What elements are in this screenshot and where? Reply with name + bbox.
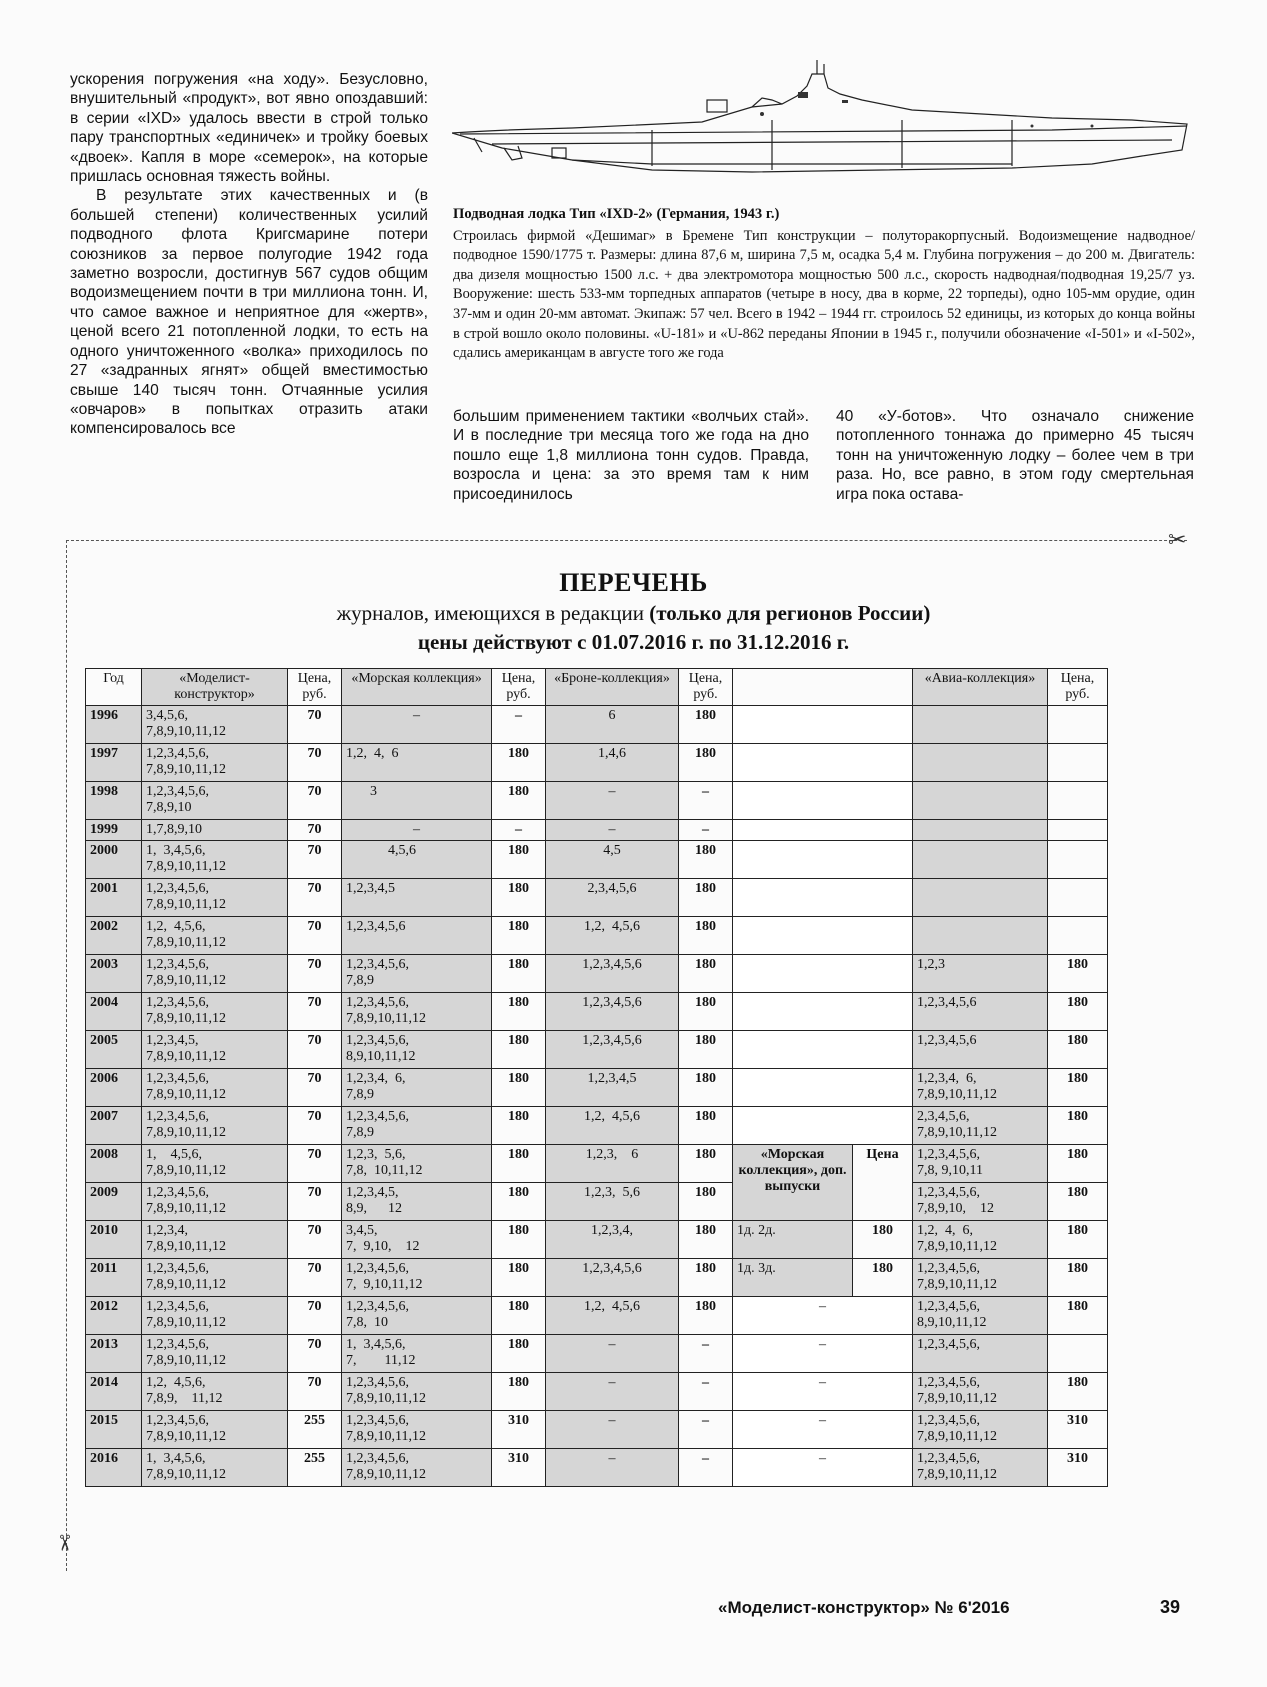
cell-mk-price: 70	[288, 1335, 342, 1373]
cell-bron-price: 180	[679, 917, 733, 955]
cell-bron-issues: 6	[546, 706, 679, 744]
cell-mk-price: 70	[288, 841, 342, 879]
cell-mk-issues: 1,7,8,9,10	[142, 820, 288, 841]
submarine-illustration	[452, 60, 1192, 190]
cell-avia-issues: 1,2,3,4,5,6, 7,8,9,10,11,12	[913, 1449, 1048, 1487]
cell-bron-price: 180	[679, 744, 733, 782]
cell-year: 2007	[86, 1107, 142, 1145]
table-header-row	[86, 669, 1108, 706]
cell-mk-issues: 1,2,3,4,5,6, 7,8,9,10	[142, 782, 288, 820]
cell-empty	[733, 993, 913, 1031]
table-row	[86, 782, 1108, 820]
cell-empty	[733, 820, 913, 841]
table-row	[86, 1145, 1108, 1183]
cell-bron-price: –	[679, 820, 733, 841]
table-row	[86, 1221, 1108, 1259]
cell-mor-issues: 1,2,3,4, 6, 7,8,9	[342, 1069, 492, 1107]
cell-bron-issues: –	[546, 782, 679, 820]
list-title: ПЕРЕЧЕНЬ	[559, 568, 708, 597]
cell-mor-price: 180	[492, 1183, 546, 1221]
cell-mk-issues: 1,2,3,4,5, 7,8,9,10,11,12	[142, 1031, 288, 1069]
price-table	[85, 668, 1108, 1487]
table-row	[86, 955, 1108, 993]
cell-avia-price: 180	[1048, 955, 1108, 993]
cell-avia-issues: 1,2,3,4,5,6	[913, 1031, 1048, 1069]
header-year: Год	[86, 669, 142, 706]
cell-dop-issues: 1д. 3д.	[733, 1259, 853, 1297]
cell-avia-issues: 1,2,3,4,5,6	[913, 993, 1048, 1031]
cell-empty	[733, 841, 913, 879]
cell-empty	[733, 744, 913, 782]
cell-avia-issues: 1,2,3,4,5,6, 7,8,9,10,11,12	[913, 1373, 1048, 1411]
cell-empty	[733, 879, 913, 917]
cell-bron-issues: 1,2,3,4,5,6	[546, 1259, 679, 1297]
table-row	[86, 1107, 1108, 1145]
header-mor: «Морская коллекция»	[342, 669, 492, 706]
cell-bron-price: 180	[679, 1069, 733, 1107]
cell-avia-issues: 1,2,3,4,5,6, 7,8,9,10, 12	[913, 1183, 1048, 1221]
cell-bron-price: 180	[679, 1145, 733, 1183]
cell-mk-price: 70	[288, 1373, 342, 1411]
table-row	[86, 1373, 1108, 1411]
cell-dop-empty: –	[733, 1373, 913, 1411]
table-row	[86, 993, 1108, 1031]
cell-mor-issues: –	[342, 820, 492, 841]
header-empty	[733, 669, 913, 706]
cell-year: 2010	[86, 1221, 142, 1259]
cell-mk-price: 70	[288, 993, 342, 1031]
table-row	[86, 744, 1108, 782]
cell-mor-issues: 1,2,3,4,5,6, 7,8,9,10,11,12	[342, 1449, 492, 1487]
cell-year: 2009	[86, 1183, 142, 1221]
cell-mk-issues: 1,2,3,4,5,6, 7,8,9,10,11,12	[142, 1069, 288, 1107]
cell-mor-price: 310	[492, 1411, 546, 1449]
cell-empty	[733, 1107, 913, 1145]
cell-bron-price: 180	[679, 1221, 733, 1259]
cell-empty	[733, 1069, 913, 1107]
cell-mor-price: –	[492, 820, 546, 841]
cell-avia-issues	[913, 706, 1048, 744]
header-price: Цена, руб.	[492, 669, 546, 706]
table-row	[86, 879, 1108, 917]
cell-mk-price: 70	[288, 782, 342, 820]
cell-avia-price: 180	[1048, 993, 1108, 1031]
caption-body: Строилась фирмой «Дешимаг» в Бремене Тип конструкции – полуторакорпусный. Водоизмещение надводное/подводное 1590/1775 т. Размеры: длина 87,6 м, ширина 7,5 м, осадка 5,4 м. Глубина погружения – до 200 м. Двигатель: два дизеля мощностью 1500 л.с. + два электромотора мощностью 500 л.с., скорость надводная/подводная 19,25/7 уз. Вооружение: шесть 533-мм торпедных аппаратов (четыре в носу, два в корме, 22 торпеды), одно 105-мм орудие, один 37-мм и один 20-мм автомат. Экипаж: 57 чел. Всего в 1942 – 1944 гг. строилось 52 единицы, из которых до конца войны в строй вошло около половины. «U-181» и «U-862 переданы Японии в 1945 г., получили обозначение «I-501» и «I-502», сдались американцам в августе того же года	[453, 227, 1195, 362]
table-row	[86, 1069, 1108, 1107]
article-right-column	[836, 407, 1194, 504]
cell-avia-issues	[913, 782, 1048, 820]
cell-mk-price: 70	[288, 820, 342, 841]
cell-mor-price: 180	[492, 1335, 546, 1373]
price-validity: цены действуют с 01.07.2016 г. по 31.12.2016 г.	[417, 630, 850, 654]
cell-mor-price: 180	[492, 744, 546, 782]
cell-bron-issues: –	[546, 1373, 679, 1411]
scissors-icon: ✂	[1168, 527, 1187, 552]
cell-avia-price: 180	[1048, 1031, 1108, 1069]
cell-bron-issues: 1,2, 4,5,6	[546, 1107, 679, 1145]
cell-bron-price: 180	[679, 1031, 733, 1069]
cell-bron-price: 180	[679, 706, 733, 744]
cell-mor-issues: 1,2,3,4,5,6, 7,8,9	[342, 1107, 492, 1145]
cell-avia-issues: 1,2,3	[913, 955, 1048, 993]
cell-bron-issues: 1,2,3,4,5,6	[546, 955, 679, 993]
cell-year: 2006	[86, 1069, 142, 1107]
cell-mor-price: 180	[492, 1069, 546, 1107]
article-paragraph: ускорения погружения «на ходу». Безусловно, внушительный «продукт», вот явно опоздавший: в серии «IXD» удалось ввести в строй только пару транспортных «единичек» и тройку боевых «двоек». Капля в море «семерок», на которые пришлась основная тяжесть войны.	[70, 71, 428, 186]
cell-mor-price: 180	[492, 782, 546, 820]
cell-mk-issues: 1,2,3,4,5,6, 7,8,9,10,11,12	[142, 1297, 288, 1335]
cell-mk-price: 70	[288, 1145, 342, 1183]
cell-bron-price: 180	[679, 1107, 733, 1145]
cell-bron-issues: 1,2, 4,5,6	[546, 917, 679, 955]
cell-mor-price: 180	[492, 841, 546, 879]
cell-avia-issues: 1,2,3,4,5,6, 7,8,9,10,11,12	[913, 1411, 1048, 1449]
dop-header: «Морская коллекция», доп. выпуски	[733, 1145, 853, 1221]
cell-avia-price: 180	[1048, 1069, 1108, 1107]
cell-bron-issues: 4,5	[546, 841, 679, 879]
cell-avia-price: 310	[1048, 1449, 1108, 1487]
cell-bron-issues: –	[546, 820, 679, 841]
table-row	[86, 1449, 1108, 1487]
cell-mor-price: 180	[492, 955, 546, 993]
table-row	[86, 706, 1108, 744]
cell-bron-price: 180	[679, 1259, 733, 1297]
cell-mk-issues: 1, 3,4,5,6, 7,8,9,10,11,12	[142, 841, 288, 879]
cell-avia-issues	[913, 744, 1048, 782]
cell-mk-price: 70	[288, 744, 342, 782]
cell-avia-issues: 1,2,3,4, 6, 7,8,9,10,11,12	[913, 1069, 1048, 1107]
cell-mk-price: 70	[288, 1107, 342, 1145]
cell-mor-issues: 3	[342, 782, 492, 820]
cell-mk-issues: 1,2,3,4,5,6, 7,8,9,10,11,12	[142, 879, 288, 917]
cell-mor-price: 180	[492, 993, 546, 1031]
cell-year: 2014	[86, 1373, 142, 1411]
list-subtitle-plain: журналов, имеющихся в редакции	[336, 601, 650, 625]
cell-year: 2015	[86, 1411, 142, 1449]
cell-mk-issues: 1, 3,4,5,6, 7,8,9,10,11,12	[142, 1449, 288, 1487]
header-bron: «Броне-коллекция»	[546, 669, 679, 706]
cell-mor-price: 180	[492, 917, 546, 955]
cell-avia-price: 180	[1048, 1145, 1108, 1183]
table-row	[86, 1297, 1108, 1335]
cell-avia-issues: 1,2,3,4,5,6, 7,8, 9,10,11	[913, 1145, 1048, 1183]
cell-empty	[733, 782, 913, 820]
cell-year: 2011	[86, 1259, 142, 1297]
cell-mor-price: 180	[492, 1297, 546, 1335]
cell-mor-issues: 1,2,3,4,5	[342, 879, 492, 917]
cell-mor-issues: 1,2,3,4,5,6	[342, 917, 492, 955]
cell-year: 2001	[86, 879, 142, 917]
cell-dop-issues: 1д. 2д.	[733, 1221, 853, 1259]
table-row	[86, 1031, 1108, 1069]
cell-mk-issues: 1,2,3,4,5,6, 7,8,9,10,11,12	[142, 744, 288, 782]
cell-year: 2005	[86, 1031, 142, 1069]
cell-mk-issues: 1,2,3,4,5,6, 7,8,9,10,11,12	[142, 993, 288, 1031]
table-body	[86, 706, 1108, 1487]
cell-mor-issues: 1,2,3,4,5,6, 7,8,9,10,11,12	[342, 1373, 492, 1411]
cell-empty	[733, 706, 913, 744]
cell-bron-price: 180	[679, 1183, 733, 1221]
cell-year: 2013	[86, 1335, 142, 1373]
cell-bron-price: 180	[679, 993, 733, 1031]
cell-mk-price: 70	[288, 1221, 342, 1259]
article-middle-column	[453, 407, 809, 504]
cell-year: 2016	[86, 1449, 142, 1487]
cell-mk-issues: 3,4,5,6, 7,8,9,10,11,12	[142, 706, 288, 744]
cell-bron-issues: 1,2, 4,5,6	[546, 1297, 679, 1335]
cell-mor-issues: 1,2, 4, 6	[342, 744, 492, 782]
cell-mor-issues: 1,2,3,4,5,6, 7,8,9	[342, 955, 492, 993]
list-subtitle-bold: (только для регионов России)	[649, 601, 931, 625]
header-price: Цена, руб.	[1048, 669, 1108, 706]
cell-avia-price: 180	[1048, 1297, 1108, 1335]
table-row	[86, 841, 1108, 879]
cell-bron-issues: 1,4,6	[546, 744, 679, 782]
cell-bron-issues: 1,2,3, 6	[546, 1145, 679, 1183]
cell-mor-issues: 1,2,3,4,5,6, 7, 9,10,11,12	[342, 1259, 492, 1297]
cell-mk-issues: 1,2,3,4,5,6, 7,8,9,10,11,12	[142, 955, 288, 993]
cell-avia-issues: 1,2,3,4,5,6, 8,9,10,11,12	[913, 1297, 1048, 1335]
cell-bron-price: –	[679, 1449, 733, 1487]
cell-avia-price	[1048, 706, 1108, 744]
cell-avia-price: 180	[1048, 1373, 1108, 1411]
cell-mk-price: 70	[288, 917, 342, 955]
cell-bron-issues: 1,2,3,4,5	[546, 1069, 679, 1107]
cell-year: 1999	[86, 820, 142, 841]
cell-mor-issues: 1,2,3,4,5,6, 7,8,9,10,11,12	[342, 1411, 492, 1449]
cell-year: 2004	[86, 993, 142, 1031]
cell-bron-issues: 1,2,3, 5,6	[546, 1183, 679, 1221]
cell-mor-issues: 1, 3,4,5,6, 7, 11,12	[342, 1335, 492, 1373]
cell-bron-issues: 1,2,3,4,	[546, 1221, 679, 1259]
cell-mor-issues: 3,4,5, 7, 9,10, 12	[342, 1221, 492, 1259]
price-table-wrapper	[85, 668, 1108, 1487]
cell-mor-price: 180	[492, 1145, 546, 1183]
cell-avia-price: 180	[1048, 1221, 1108, 1259]
cell-bron-price: 180	[679, 955, 733, 993]
cell-avia-price: 180	[1048, 1107, 1108, 1145]
cell-year: 2008	[86, 1145, 142, 1183]
caption-title: Подводная лодка Тип «IXD-2» (Германия, 1943 г.)	[453, 206, 780, 222]
cell-bron-price: 180	[679, 841, 733, 879]
cell-bron-price: 180	[679, 1297, 733, 1335]
cell-dop-price: 180	[853, 1259, 913, 1297]
table-row	[86, 1259, 1108, 1297]
article-paragraph: 40 «У-ботов». Что означало снижение потопленного тоннажа до примерно 45 тысяч тонн на уничтоженную лодку – более чем в три раза. Но, все равно, в этом году смертельная игра пока остава-	[836, 408, 1194, 503]
cell-bron-issues: –	[546, 1335, 679, 1373]
article-paragraph: В результате этих качественных и (в большей степени) количественных усилий подводного флота Кригсмарине потери союзников за первое полугодие 1942 года заметно возросли, достигнув 567 судов общим водоизмещением почти в три миллиона тонн. И, что самое важное и неприятное для «жертв», ценой всего 21 потопленной лодки, то есть на одного уничтоженного «волка» приходилось по 27 «задранных ягнят» общей вместимостью свыше 140 тысяч тонн. Отчаянные усилия «овчаров» в попытках отразить атаки компенсировалось все	[70, 187, 428, 438]
footer-magazine: «Моделист-конструктор» № 6'2016	[718, 1598, 1010, 1617]
illustration-caption	[453, 205, 1195, 364]
cell-dop-empty: –	[733, 1449, 913, 1487]
cell-bron-price: –	[679, 782, 733, 820]
cell-bron-price: 180	[679, 879, 733, 917]
cell-mk-issues: 1,2,3,4,5,6, 7,8,9,10,11,12	[142, 1107, 288, 1145]
cell-mk-issues: 1,2,3,4,5,6, 7,8,9,10,11,12	[142, 1411, 288, 1449]
cell-bron-price: –	[679, 1335, 733, 1373]
header-price: Цена, руб.	[288, 669, 342, 706]
cell-year: 1997	[86, 744, 142, 782]
cell-mor-issues: –	[342, 706, 492, 744]
cell-avia-issues: 1,2,3,4,5,6, 7,8,9,10,11,12	[913, 1259, 1048, 1297]
header-avia: «Авиа-коллекция»	[913, 669, 1048, 706]
cell-avia-price	[1048, 841, 1108, 879]
cell-year: 2003	[86, 955, 142, 993]
cell-mk-price: 70	[288, 706, 342, 744]
cell-mk-issues: 1, 4,5,6, 7,8,9,10,11,12	[142, 1145, 288, 1183]
header-price: Цена, руб.	[679, 669, 733, 706]
article-left-column	[70, 70, 428, 439]
page-number: 39	[1160, 1597, 1181, 1617]
cell-mor-price: 310	[492, 1449, 546, 1487]
dop-price-header: Цена	[853, 1145, 913, 1221]
cell-mor-issues: 1,2,3,4,5, 8,9, 12	[342, 1183, 492, 1221]
article-paragraph: большим применением тактики «волчьих стай». И в последние три месяца того же года на дно пошло еще 1,8 миллиона тонн судов. Правда, возросла и цена: за это время там к ним присоединилось	[453, 408, 809, 503]
cell-mor-price: 180	[492, 1107, 546, 1145]
cell-mk-issues: 1,2, 4,5,6, 7,8,9, 11,12	[142, 1373, 288, 1411]
cell-avia-issues	[913, 841, 1048, 879]
cell-year: 2002	[86, 917, 142, 955]
cell-mk-issues: 1,2, 4,5,6, 7,8,9,10,11,12	[142, 917, 288, 955]
cell-bron-price: –	[679, 1373, 733, 1411]
cell-avia-issues: 2,3,4,5,6, 7,8,9,10,11,12	[913, 1107, 1048, 1145]
cell-avia-price	[1048, 782, 1108, 820]
header-mk: «Моделист-конструктор»	[142, 669, 288, 706]
cell-dop-price: 180	[853, 1221, 913, 1259]
cell-year: 1996	[86, 706, 142, 744]
cell-mor-issues: 1,2,3,4,5,6, 7,8,9,10,11,12	[342, 993, 492, 1031]
cell-bron-issues: 1,2,3,4,5,6	[546, 1031, 679, 1069]
cell-mk-issues: 1,2,3,4,5,6, 7,8,9,10,11,12	[142, 1335, 288, 1373]
cell-dop-empty: –	[733, 1335, 913, 1373]
cell-mor-issues: 4,5,6	[342, 841, 492, 879]
table-row	[86, 1411, 1108, 1449]
cell-avia-price: 180	[1048, 1259, 1108, 1297]
cell-mk-price: 70	[288, 1031, 342, 1069]
cell-avia-price	[1048, 917, 1108, 955]
cell-mk-price: 70	[288, 1297, 342, 1335]
cell-avia-price	[1048, 1335, 1108, 1373]
cell-mor-issues: 1,2,3,4,5,6, 7,8, 10	[342, 1297, 492, 1335]
cell-avia-price: 310	[1048, 1411, 1108, 1449]
cell-mk-price: 255	[288, 1411, 342, 1449]
cell-mk-price: 70	[288, 1183, 342, 1221]
cell-avia-price	[1048, 879, 1108, 917]
cell-mk-price: 70	[288, 879, 342, 917]
cell-bron-issues: 2,3,4,5,6	[546, 879, 679, 917]
cell-mk-price: 70	[288, 1259, 342, 1297]
cell-avia-price	[1048, 744, 1108, 782]
cell-mor-issues: 1,2,3,4,5,6, 8,9,10,11,12	[342, 1031, 492, 1069]
cell-empty	[733, 917, 913, 955]
cell-mor-price: 180	[492, 879, 546, 917]
cell-year: 2000	[86, 841, 142, 879]
cell-bron-issues: –	[546, 1411, 679, 1449]
cell-empty	[733, 1031, 913, 1069]
table-row	[86, 917, 1108, 955]
cell-dop-empty: –	[733, 1297, 913, 1335]
cell-empty	[733, 955, 913, 993]
cell-mk-price: 70	[288, 1069, 342, 1107]
cell-dop-empty: –	[733, 1411, 913, 1449]
cell-mk-price: 255	[288, 1449, 342, 1487]
cell-avia-price: 180	[1048, 1183, 1108, 1221]
cell-avia-price	[1048, 820, 1108, 841]
cell-avia-issues	[913, 820, 1048, 841]
cell-mor-price: –	[492, 706, 546, 744]
cell-bron-price: –	[679, 1411, 733, 1449]
cell-avia-issues: 1,2, 4, 6, 7,8,9,10,11,12	[913, 1221, 1048, 1259]
cell-avia-issues: 1,2,3,4,5,6,	[913, 1335, 1048, 1373]
cell-mk-issues: 1,2,3,4, 7,8,9,10,11,12	[142, 1221, 288, 1259]
cell-bron-issues: 1,2,3,4,5,6	[546, 993, 679, 1031]
table-row	[86, 1335, 1108, 1373]
cell-mor-price: 180	[492, 1031, 546, 1069]
cell-mor-issues: 1,2,3, 5,6, 7,8, 10,11,12	[342, 1145, 492, 1183]
cell-avia-issues	[913, 917, 1048, 955]
cell-year: 1998	[86, 782, 142, 820]
table-row	[86, 1183, 1108, 1221]
cell-mk-issues: 1,2,3,4,5,6, 7,8,9,10,11,12	[142, 1183, 288, 1221]
cell-bron-issues: –	[546, 1449, 679, 1487]
list-subtitle	[0, 601, 1267, 626]
cell-mor-price: 180	[492, 1373, 546, 1411]
scissors-icon: ✂	[52, 1533, 78, 1553]
cell-mor-price: 180	[492, 1221, 546, 1259]
table-row	[86, 820, 1108, 841]
cell-mk-issues: 1,2,3,4,5,6, 7,8,9,10,11,12	[142, 1259, 288, 1297]
cell-avia-issues	[913, 879, 1048, 917]
cell-mk-price: 70	[288, 955, 342, 993]
cell-mor-price: 180	[492, 1259, 546, 1297]
cell-year: 2012	[86, 1297, 142, 1335]
